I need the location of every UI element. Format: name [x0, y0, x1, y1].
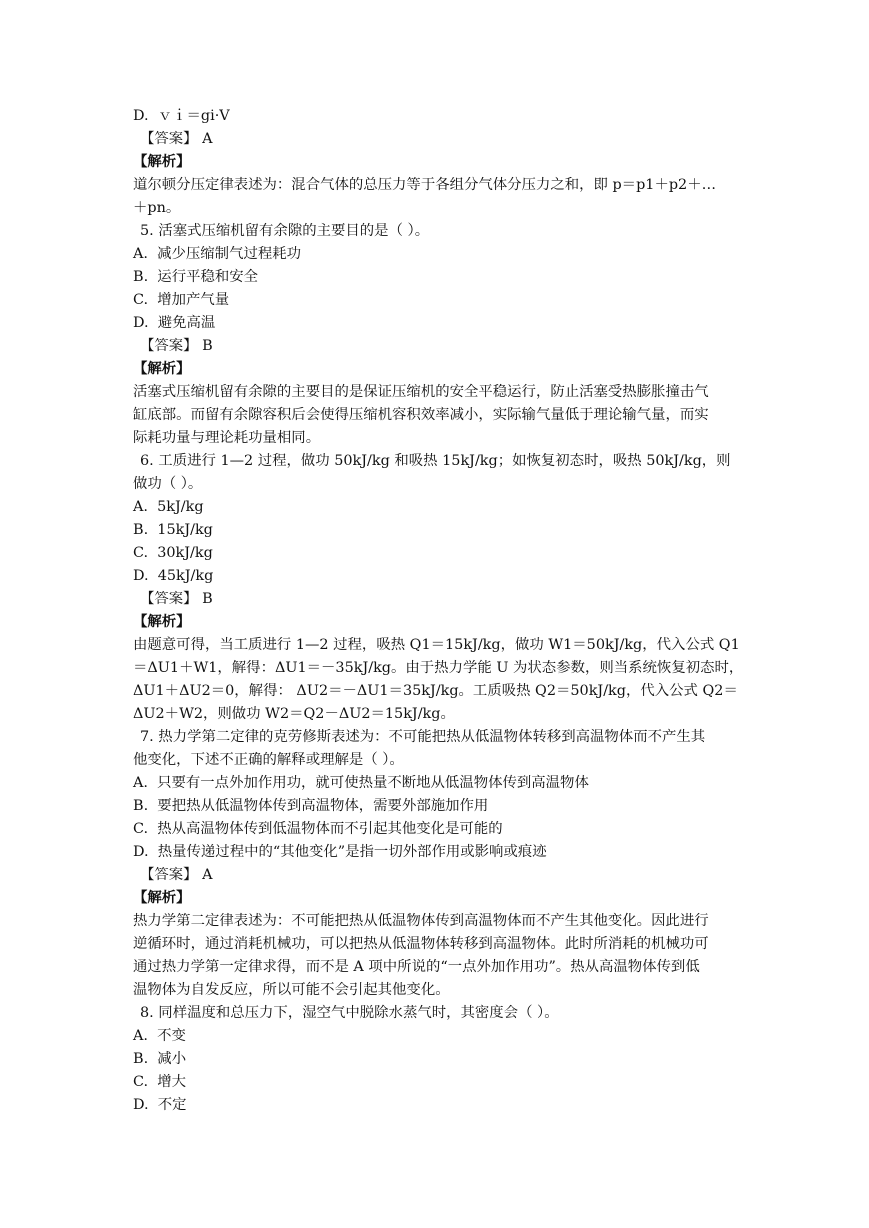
question-5: 5. 活塞式压缩机留有余隙的主要目的是（ ）。 [140, 223, 430, 239]
analysis-text: ΔU1＋ΔU2＝0，解得： ΔU2＝－ΔU1＝35kJ/kg。工质吸热 Q2＝50kJ/kg，代入公式 Q2＝ [133, 683, 738, 699]
option-d: D. ｖｉ＝gi·V [133, 108, 230, 124]
analysis-heading: 【解析】 [133, 153, 191, 170]
question-6: 6. 工质进行 1—2 过程，做功 50kJ/kg 和吸热 15kJ/kg；如恢复初态时，吸热 50kJ/kg，则 [140, 453, 731, 469]
option-d: D. 不定 [133, 1097, 187, 1113]
option-d: D. 45kJ/kg [133, 568, 214, 584]
analysis-text: ＋pn。 [133, 200, 181, 216]
analysis-text: 由题意可得，当工质进行 1—2 过程，吸热 Q1＝15kJ/kg，做功 W1＝50kJ/kg，代入公式 Q1 [133, 637, 740, 653]
option-a: A. 只要有一点外加作用功，就可使热量不断地从低温物体传到高温物体 [133, 775, 589, 791]
analysis-text: 温物体为自发反应，所以可能不会引起其他变化。 [133, 982, 450, 998]
analysis-heading: 【解析】 [133, 360, 191, 377]
option-b: B. 15kJ/kg [133, 522, 213, 538]
answer-line: 【答案】 A [140, 131, 213, 147]
answer-line: 【答案】 A [140, 867, 213, 883]
option-c: C. 30kJ/kg [133, 545, 213, 561]
analysis-text: ＝ΔU1＋W1，解得：ΔU1＝－35kJ/kg。由于热力学能 U 为状态参数，则当系统恢复初态时， [133, 660, 744, 676]
analysis-text: 缸底部。而留有余隙容积后会使得压缩机容积效率减小，实际输气量低于理论输气量，而实 [133, 407, 709, 423]
analysis-heading: 【解析】 [133, 889, 191, 906]
answer-line: 【答案】 B [140, 338, 213, 354]
analysis-text: 逆循环时，通过消耗机械功，可以把热从低温物体转移到高温物体。此时所消耗的机械功可 [133, 936, 709, 952]
option-d: D. 热量传递过程中的“其他变化”是指一切外部作用或影响或痕迹 [133, 844, 547, 860]
analysis-text: 际耗功量与理论耗功量相同。 [133, 430, 321, 446]
option-d: D. 避免高温 [133, 315, 216, 331]
analysis-text: 活塞式压缩机留有余隙的主要目的是保证压缩机的安全平稳运行，防止活塞受热膨胀撞击气 [133, 384, 709, 400]
analysis-text: ΔU2＋W2，则做功 W2＝Q2－ΔU2＝15kJ/kg。 [133, 706, 455, 722]
answer-line: 【答案】 B [140, 591, 213, 607]
option-a: A. 不变 [133, 1028, 186, 1044]
question-8: 8. 同样温度和总压力下，湿空气中脱除水蒸气时，其密度会（ ）。 [140, 1005, 559, 1021]
option-c: C. 热从高温物体传到低温物体而不引起其他变化是可能的 [133, 821, 503, 837]
analysis-heading: 【解析】 [133, 613, 191, 630]
question-7-cont: 他变化，下述不正确的解释或理解是（ ）。 [133, 752, 404, 768]
option-c: C. 增大 [133, 1074, 187, 1090]
option-a: A. 5kJ/kg [133, 499, 204, 515]
question-6-cont: 做功（ ）。 [133, 476, 203, 492]
analysis-text: 道尔顿分压定律表述为：混合气体的总压力等于各组分气体分压力之和，即 p＝p1＋p2＋… [133, 177, 716, 193]
analysis-text: 热力学第二定律表述为：不可能把热从低温物体传到高温物体而不产生其他变化。因此进行 [133, 913, 709, 929]
option-b: B. 要把热从低温物体传到高温物体，需要外部施加作用 [133, 798, 489, 814]
analysis-text: 通过热力学第一定律求得，而不是 A 项中所说的“一点外加作用功”。热从高温物体传到低 [133, 959, 700, 975]
option-b: B. 运行平稳和安全 [133, 269, 259, 285]
option-c: C. 增加产气量 [133, 292, 230, 308]
question-7: 7. 热力学第二定律的克劳修斯表述为：不可能把热从低温物体转移到高温物体而不产生其 [140, 729, 706, 745]
option-b: B. 减小 [133, 1051, 187, 1067]
option-a: A. 减少压缩制气过程耗功 [133, 246, 302, 262]
